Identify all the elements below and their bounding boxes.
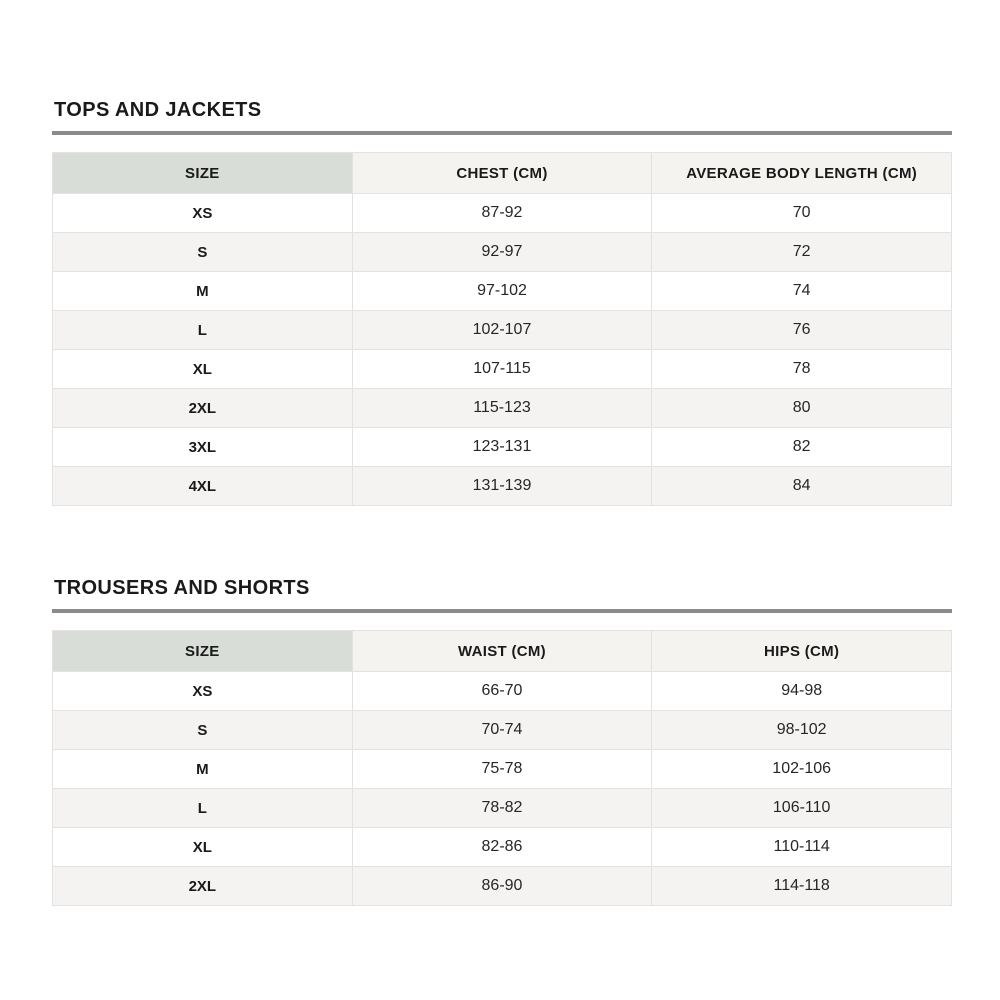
- value-cell: 78: [652, 350, 952, 389]
- table-row: [53, 311, 952, 350]
- table-row: [53, 389, 952, 428]
- size-column-header: SIZE: [53, 631, 353, 672]
- size-cell: L: [53, 311, 353, 350]
- table-row: [53, 672, 952, 711]
- table-row: [53, 350, 952, 389]
- value-cell: 107-115: [352, 350, 652, 389]
- value-cell: 70-74: [352, 711, 652, 750]
- size-cell: S: [53, 711, 353, 750]
- value-cell: 98-102: [652, 711, 952, 750]
- column-header: HIPS (CM): [652, 631, 952, 672]
- section-title-tops-and-jackets: TOPS AND JACKETS: [54, 99, 262, 121]
- value-cell: 115-123: [352, 389, 652, 428]
- column-header: CHEST (CM): [352, 153, 652, 194]
- value-cell: 76: [652, 311, 952, 350]
- value-cell: 131-139: [352, 467, 652, 506]
- value-cell: 94-98: [652, 672, 952, 711]
- value-cell: 66-70: [352, 672, 652, 711]
- table-row: [53, 789, 952, 828]
- table-row: [53, 233, 952, 272]
- size-cell: M: [53, 272, 353, 311]
- table-row: [53, 194, 952, 233]
- value-cell: 102-107: [352, 311, 652, 350]
- value-cell: 86-90: [352, 867, 652, 906]
- value-cell: 110-114: [652, 828, 952, 867]
- value-cell: 74: [652, 272, 952, 311]
- value-cell: 75-78: [352, 750, 652, 789]
- value-cell: 97-102: [352, 272, 652, 311]
- tops-and-jackets-table: [52, 152, 952, 506]
- table-row: [53, 828, 952, 867]
- header-row: [53, 631, 952, 672]
- table-row: [53, 467, 952, 506]
- value-cell: 78-82: [352, 789, 652, 828]
- size-cell: L: [53, 789, 353, 828]
- section-trousers-and-shorts: [52, 576, 952, 906]
- value-cell: 102-106: [652, 750, 952, 789]
- value-cell: 70: [652, 194, 952, 233]
- size-column-header: SIZE: [53, 153, 353, 194]
- table-row: [53, 867, 952, 906]
- table-row: [53, 711, 952, 750]
- table-row: [53, 272, 952, 311]
- table-row: [53, 428, 952, 467]
- size-cell: XL: [53, 828, 353, 867]
- size-cell: XL: [53, 350, 353, 389]
- section-title-trousers-and-shorts: TROUSERS AND SHORTS: [54, 577, 310, 599]
- size-cell: 2XL: [53, 389, 353, 428]
- size-cell: S: [53, 233, 353, 272]
- title-rule: [52, 131, 952, 135]
- trousers-and-shorts-table: [52, 630, 952, 906]
- value-cell: 123-131: [352, 428, 652, 467]
- value-cell: 87-92: [352, 194, 652, 233]
- table-row: [53, 750, 952, 789]
- column-header: WAIST (CM): [352, 631, 652, 672]
- value-cell: 72: [652, 233, 952, 272]
- size-cell: 3XL: [53, 428, 353, 467]
- size-cell: 4XL: [53, 467, 353, 506]
- column-header: AVERAGE BODY LENGTH (CM): [652, 153, 952, 194]
- value-cell: 80: [652, 389, 952, 428]
- value-cell: 84: [652, 467, 952, 506]
- title-rule: [52, 609, 952, 613]
- size-cell: M: [53, 750, 353, 789]
- value-cell: 106-110: [652, 789, 952, 828]
- size-cell: XS: [53, 672, 353, 711]
- header-row: [53, 153, 952, 194]
- value-cell: 82-86: [352, 828, 652, 867]
- value-cell: 92-97: [352, 233, 652, 272]
- value-cell: 114-118: [652, 867, 952, 906]
- size-cell: 2XL: [53, 867, 353, 906]
- size-cell: XS: [53, 194, 353, 233]
- section-tops-and-jackets: [52, 98, 952, 506]
- value-cell: 82: [652, 428, 952, 467]
